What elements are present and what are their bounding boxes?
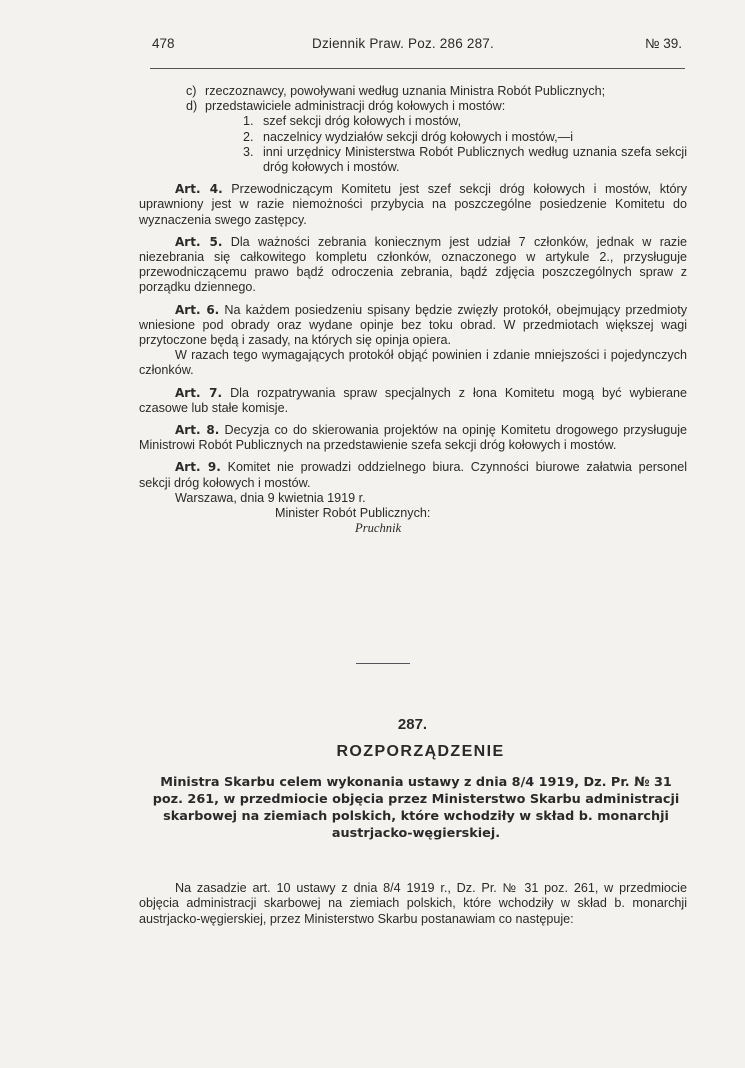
article-8 [139, 423, 687, 453]
place-date: Warszawa, dnia 9 kwietnia 1919 r. [175, 490, 366, 505]
header-rule [150, 68, 685, 69]
list-item-c: c) rzeczoznawcy, powoływani według uznania Ministra Robót Publicznych; [186, 84, 606, 98]
journal-reference: Dziennik Praw. Poz. 286 287. [312, 36, 494, 51]
signature: Pruchnik [355, 521, 402, 536]
section-divider [356, 663, 410, 664]
section-number: 287. [397, 716, 428, 733]
article-5 [139, 235, 687, 296]
article-6 [139, 303, 687, 349]
article-label: Art. 5. [175, 234, 223, 249]
article-label: Art. 9. [175, 460, 221, 475]
article-label: Art. 8. [175, 423, 220, 438]
sublist-item: 3. inni urzędnicy Ministerstwa Robót Publicznych według uznania szefa sekcji dróg kołowych i mostów. [243, 144, 687, 175]
article-text: Decyzja co do skierowania projektów na opinję Komitetu drogowego przysługuje Ministrowi Robót Publicznych na przedstawienie szefa sekcji dróg kołowych i mostów. [139, 423, 688, 453]
article-text: Przewodniczącym Komitetu jest szef sekcji dróg kołowych i mostów, który uprawniony jest w razie niemożności przybycia na poszczególne posiedzenie Komitetu do wyznaczenia swego zastępcy. [139, 182, 687, 227]
article-label: Art. 7. [175, 385, 223, 400]
article-label: Art. 6. [175, 302, 220, 317]
running-header [152, 36, 684, 56]
list-item-text: rzeczoznawcy, powoływani według uznania Ministra Robót Publicznych; [205, 84, 606, 98]
article-body [139, 84, 687, 536]
article-6-paragraph-2: W razach tego wymagających protokół objąć powinien i zdanie mniejszości i pojedynczych członków. [139, 348, 687, 378]
article-label: Art. 4. [175, 182, 223, 197]
sublist-item: 2. naczelnicy wydziałów sekcji dróg kołowych i mostów,—i [243, 129, 574, 144]
article-text: Dla ważności zebrania koniecznym jest udział 7 członków, jednak w razie niezebrania się całkowitego kompletu członków, oznaczonego w artykule 2., przysługuje przewodniczącemu prawo bądź odroczenia zebrania, bądź zdjęcia poszczególnych spraw z porządku dziennego. [139, 234, 688, 295]
article-text: Komitet nie prowadzi oddzielnego biura. Czynności biurowe załatwia personel sekcji dróg kołowych i mostów. [139, 460, 687, 490]
article-text: Na każdem posiedzeniu spisany będzie zwięzły protokół, obejmujący przedmioty wniesione pod obrady oraz wydane opinje bez toku obrad. W przedmiotach większej wagi przytoczone będą i zasady, na których się opinja opiera. [139, 302, 688, 348]
page-number: 478 [152, 36, 175, 51]
list-item-d: d) przedstawiciele administracji dróg kołowych i mostów: [186, 99, 506, 114]
issue-number: № 39. [645, 36, 682, 51]
article-7 [139, 386, 687, 416]
section-intro: Na zasadzie art. 10 ustawy z dnia 8/4 1919 r., Dz. Pr. № 31 poz. 261, w przedmiocie objęcia administracji skarbowej na ziemiach polskich, które wchodziły w skład b. monarchji austrjacko-węgierskiej, przez Ministerstwo Skarbu postanawiam co następuje: [139, 880, 687, 926]
article-4 [139, 182, 687, 228]
section-subtitle: Ministra Skarbu celem wykonania ustawy z dnia 8/4 1919, Dz. Pr. № 31 poz. 261, w przedmiocie objęcia przez Ministerstwo Skarbu administracji skarbowej na ziemiach polskich, które wchodziły w skład b. monarchji austrjacko-węgierskiej. [152, 775, 680, 841]
article-text: Dla rozpatrywania spraw specjalnych z łona Komitetu mogą być wybierane czasowe lub stałe komisje. [139, 385, 687, 415]
section-title: ROZPORZĄDZENIE [336, 743, 505, 760]
article-9 [139, 460, 687, 490]
sublist-item: 1. szef sekcji dróg kołowych i mostów, [243, 114, 462, 129]
minister-title: Minister Robót Publicznych: [275, 506, 431, 521]
list-item-text: przedstawiciele administracji dróg kołowych i mostów: [205, 99, 506, 114]
